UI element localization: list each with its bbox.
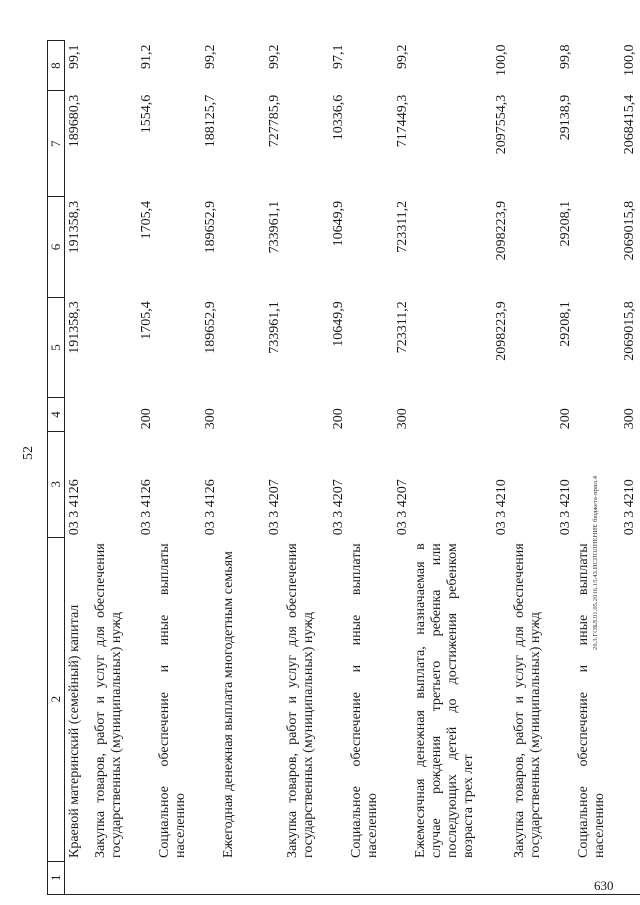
row-code: 03 3 4210 — [622, 479, 637, 536]
table-row — [93, 41, 157, 895]
row-col5: 189652,9 — [203, 301, 218, 354]
row-col5: 10649,9 — [331, 301, 346, 347]
row-col5: 723311,2 — [395, 301, 410, 354]
row-col6: 733961,1 — [267, 200, 282, 254]
header-4: 4 — [48, 398, 65, 431]
row-code: 03 3 4126 — [203, 479, 218, 536]
row-description: Социальное обеспечение и иные выплаты населению — [576, 543, 607, 859]
row-col8: 100,0 — [494, 44, 509, 76]
row-col7: 29138,9 — [558, 94, 573, 141]
row-col7: 2068415,4 — [622, 94, 637, 155]
row-col6: 2098223,9 — [494, 200, 509, 261]
row-col7: 717449,3 — [395, 94, 410, 148]
header-8: 8 — [48, 41, 65, 91]
row-col5: 2069015,8 — [622, 301, 637, 361]
row-description: Закупка товаров, работ и услуг для обеспечения государственных (муниципальных) нужд — [285, 543, 316, 859]
row-col5: 29208,1 — [558, 301, 573, 347]
page-number-top: 52 — [21, 446, 36, 460]
row-description: Социальное обеспечение и иные выплаты населению — [157, 543, 188, 859]
row-col5: 1705,4 — [139, 301, 154, 340]
row-col7: 2097554,3 — [494, 94, 509, 155]
header-6: 6 — [48, 197, 65, 297]
page-number-bottom: 630 — [594, 878, 614, 893]
row-col8: 99,2 — [267, 44, 282, 69]
header-7: 7 — [48, 91, 65, 197]
row-col5: 2098223,9 — [494, 301, 509, 361]
header-3: 3 — [48, 431, 65, 537]
row-col6: 2069015,8 — [622, 200, 637, 261]
row-col5: 733961,1 — [267, 301, 282, 354]
row-description: Закупка товаров, работ и услуг для обеспечения государственных (муниципальных) нужд — [512, 543, 543, 859]
row-code: 03 3 4207 — [395, 479, 410, 536]
row-col6: 1705,4 — [139, 200, 154, 240]
row-code: 03 3 4126 — [67, 479, 82, 536]
row-col7: 188125,7 — [203, 94, 218, 148]
table-row — [349, 41, 413, 895]
budget-table-body — [47, 40, 640, 895]
row-col7: 1554,6 — [139, 94, 154, 134]
row-code: 03 3 4126 — [139, 479, 154, 536]
row-col6: 723311,2 — [395, 200, 410, 253]
row-col8: 99,1 — [67, 44, 82, 69]
header-5: 5 — [48, 297, 65, 397]
row-vr — [65, 398, 94, 431]
row-description: Краевой материнский (семейный) капитал — [67, 604, 82, 859]
row-vr: 300 — [395, 408, 410, 430]
row-code: 03 3 4207 — [267, 479, 282, 536]
row-description: Социальное обеспечение и иные выплаты населению — [349, 543, 380, 859]
row-vr: 300 — [622, 408, 637, 430]
table-row — [221, 41, 285, 895]
row-vr: 200 — [331, 408, 346, 430]
row-col8: 97,1 — [331, 44, 346, 69]
row-col6: 10649,9 — [331, 200, 346, 247]
row-col6: 189652,9 — [203, 200, 218, 254]
row-col5: 191358,3 — [67, 301, 82, 354]
row-description: Ежемесячная денежная выплата, назначаемая в случае рождения третьего ребенка или последующих детей до достижения ребенком возраста трех лет — [413, 543, 476, 859]
row-col7: 727785,9 — [267, 94, 282, 148]
row-vr: 200 — [558, 408, 573, 430]
row-code: 03 3 4210 — [558, 479, 573, 536]
row-code: 03 3 4210 — [494, 479, 509, 536]
row-description: Ежегодная денежная выплата многодетным семьям — [221, 551, 236, 859]
row-vr: 200 — [139, 408, 154, 430]
row-col6: 29208,1 — [558, 200, 573, 247]
row-vr: 300 — [203, 408, 218, 430]
table-row — [65, 41, 94, 895]
row-col8: 91,2 — [139, 44, 154, 69]
table-row — [576, 41, 640, 895]
footer-stamp-text: 20.3.ГОБЛ.01.05.2016.15.43.ИСПОЛНЕНИЕ бюджета-прил.4 — [592, 475, 599, 650]
table-row — [285, 41, 349, 895]
row-col6: 191358,3 — [67, 200, 82, 254]
row-col8: 100,0 — [622, 44, 637, 76]
row-col8: 99,2 — [395, 44, 410, 69]
row-col8: 99,8 — [558, 44, 573, 69]
row-vr — [221, 398, 285, 431]
row-col7: 10336,6 — [331, 94, 346, 141]
table-row — [512, 41, 576, 895]
table-row — [157, 41, 221, 895]
row-col8: 99,2 — [203, 44, 218, 69]
row-description: Закупка товаров, работ и услуг для обеспечения государственных (муниципальных) нужд — [93, 543, 124, 859]
row-col7: 189680,3 — [67, 94, 82, 148]
table-header-row-main — [48, 41, 65, 895]
header-1: 1 — [48, 861, 65, 894]
row-code: 03 3 4207 — [331, 479, 346, 536]
table-row — [413, 41, 512, 895]
header-2: 2 — [48, 537, 65, 861]
row-vr — [413, 398, 512, 431]
